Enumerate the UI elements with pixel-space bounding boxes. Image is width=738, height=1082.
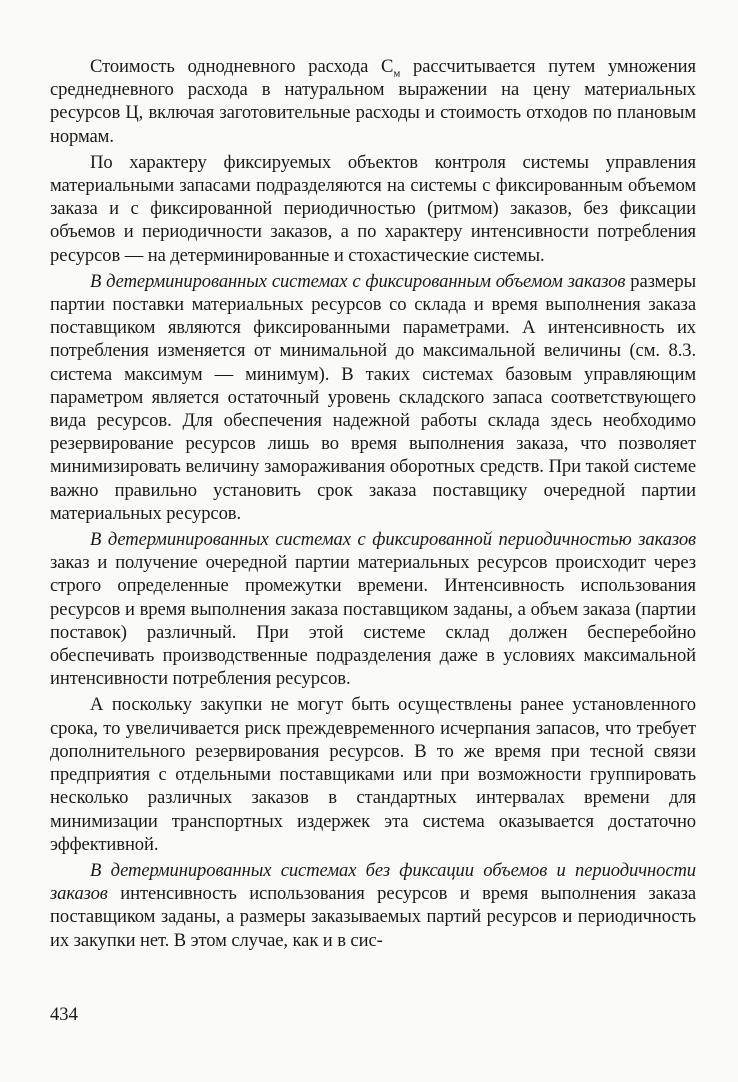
paragraph-2 xyxy=(50,151,696,267)
page-number: 434 xyxy=(50,1004,78,1025)
paragraph-1 xyxy=(50,55,696,148)
paragraph-3-text: размеры партии поставки материальных ресурсов со склада и время выполнения заказа поставщиком являются фиксированными параметрами. А интенсивность их потребления изменяется от минимальной до максимальной величины (см. 8.3. система максимум — минимум). В таких системах базовым управляющим параметром является остаточный уровень складского запаса соответствующего вида ресурсов. Для обеспечения надежной работы склада здесь необходимо резервирование ресурсов лишь во время выполнения заказа, что позволяет минимизировать величину замораживания оборотных средств. При такой системе важно правильно установить срок заказа поставщику очередной партии материальных ресурсов. xyxy=(50,270,696,524)
paragraph-6 xyxy=(50,859,696,952)
paragraph-6-italic-term: В детерминированных системах без фиксации объемов и периодичности заказов xyxy=(50,859,696,905)
paragraph-4 xyxy=(50,528,696,690)
paragraph-5 xyxy=(50,693,696,855)
page-body xyxy=(50,55,696,955)
paragraph-4-text: заказ и получение очередной партии материальных ресурсов происходит через строго определенные промежутки времени. Интенсивность использования ресурсов и время выполнения заказа поставщиком заданы, а объем заказа (партии поставок) различный. При этой системе склад должен бесперебойно обеспечивать производственные подразделения даже в условиях максимальной интенсивности потребления ресурсов. xyxy=(50,552,696,690)
paragraph-3-italic-term: В детерминированных системах с фиксированным объемом заказов xyxy=(90,270,626,292)
paragraph-1-text-b: рассчитывается путем умножения среднедневного расхода в натуральном выражении на цену материальных ресурсов Ц, включая заготовительные расходы и стоимость отходов по плановым нормам. xyxy=(50,56,696,147)
paragraph-6-text: интенсивность использования ресурсов и время выполнения заказа поставщиком заданы, а размеры заказываемых партий ресурсов и периодичность их закупки нет. В этом случае, как и в сис- xyxy=(50,883,696,951)
paragraph-4-italic-term: В детерминированных системах с фиксированной периодичностью заказов xyxy=(90,529,696,551)
paragraph-1-text-a: Стоимость однодневного расхода С xyxy=(90,56,394,77)
paragraph-3 xyxy=(50,270,696,525)
paragraph-5-text: А поскольку закупки не могут быть осуществлены ранее установленного срока, то увеличивается риск преждевременного исчерпания запасов, что требует дополнительного резервирования ресурсов. В то же время при тесной связи предприятия с отдельными поставщиками или при возможности группировать несколько различных заказов в стандартных интервалах времени для минимизации транспортных издержек эта система оказывается достаточно эффективной. xyxy=(50,694,696,855)
paragraph-1-subscript: м xyxy=(393,67,401,80)
paragraph-2-text: По характеру фиксируемых объектов контроля системы управления материальными запасами подразделяются на системы с фиксированным объемом заказа и с фиксированной периодичностью (ритмом) заказов, без фиксации объемов и периодичности заказов, а по характеру интенсивности потребления ресурсов — на детерминированные и стохастические системы. xyxy=(50,151,696,266)
